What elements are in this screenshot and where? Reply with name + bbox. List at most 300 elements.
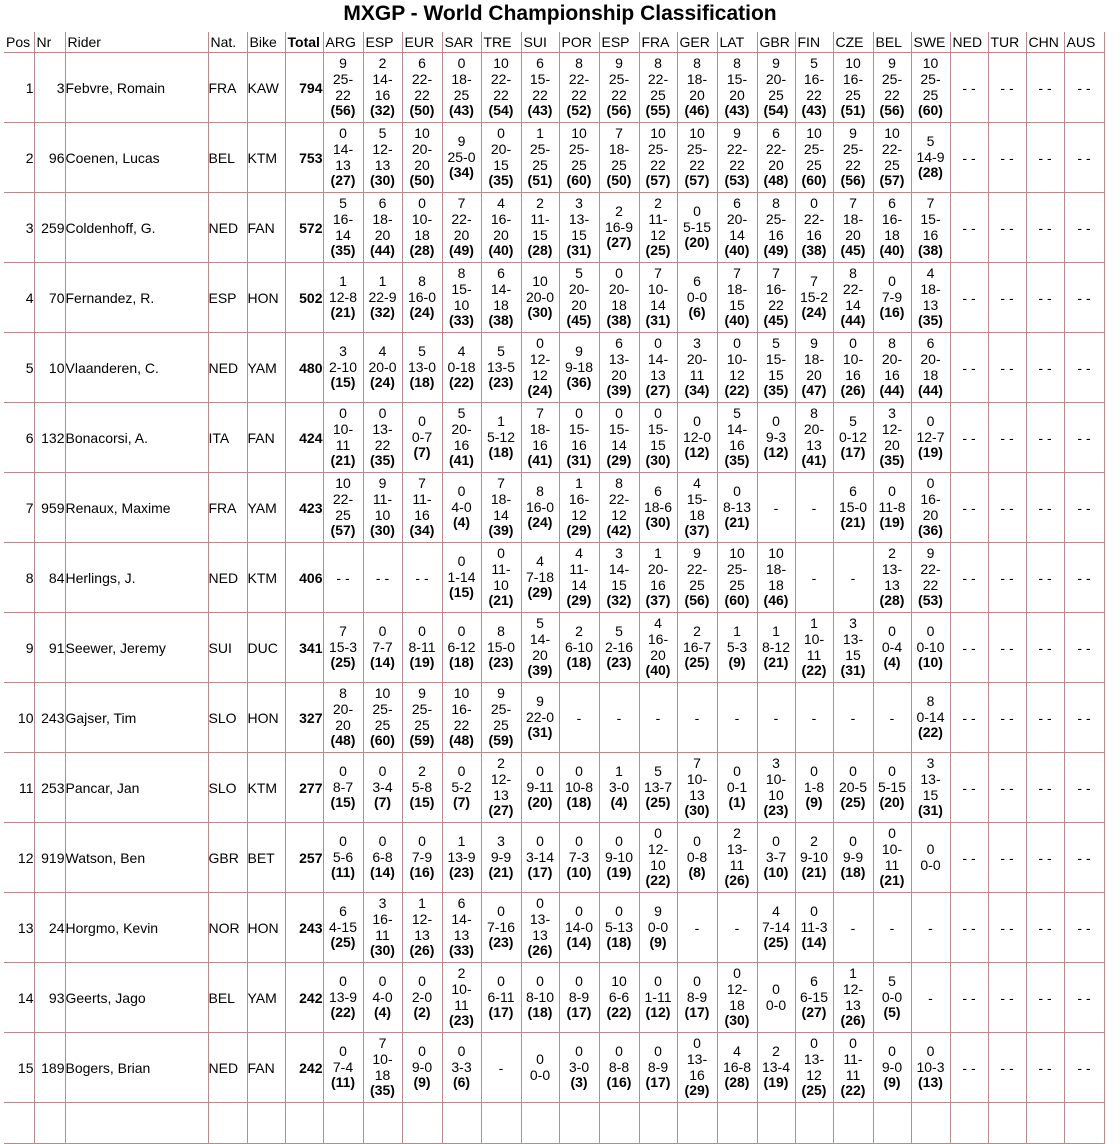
cell-race-result: 0 6-12 (18) xyxy=(442,613,481,683)
cell-race-result: 0 0-0 xyxy=(521,1033,559,1103)
cell-race-result xyxy=(988,1103,1026,1144)
cell-race-result: 3 20- 11 (34) xyxy=(677,333,717,403)
cell-race-result: 7 15-3 (25) xyxy=(323,613,363,683)
cell-race-result: 0 7-4 (11) xyxy=(323,1033,363,1103)
table-row xyxy=(4,403,1104,473)
cell-race-result: 0 14-0 (14) xyxy=(559,893,599,963)
cell-race-result: 0 5-6 (11) xyxy=(323,823,363,893)
cell-race-result: - xyxy=(599,683,639,753)
cell-total: 257 xyxy=(285,823,323,893)
cell-race-result: - - xyxy=(950,193,988,263)
cell-race-result xyxy=(559,1103,599,1144)
cell-race-result: - - xyxy=(950,53,988,123)
cell-total: 242 xyxy=(285,963,323,1033)
cell-race-result: - - xyxy=(323,543,363,613)
cell-race-result: - - xyxy=(988,543,1026,613)
cell-race-result: - xyxy=(833,893,873,963)
cell-race-result: 10 16- 22 (48) xyxy=(442,683,481,753)
cell-race-result: 6 15- 22 (43) xyxy=(521,53,559,123)
cell-total: 423 xyxy=(285,473,323,543)
cell-race-result: 2 13- 13 (28) xyxy=(873,543,911,613)
cell-race-result: 5 0-0 (5) xyxy=(873,963,911,1033)
cell-pos xyxy=(4,1103,34,1144)
cell-bike: KTM xyxy=(247,753,285,823)
cell-bike: HON xyxy=(247,893,285,963)
cell-nat: SLO xyxy=(208,753,247,823)
cell-race-result: 1 16- 12 (29) xyxy=(559,473,599,543)
header-nr: Nr xyxy=(34,32,65,53)
cell-race-result: 3 16- 11 (30) xyxy=(363,893,402,963)
cell-race-result: 7 10- 13 (30) xyxy=(677,753,717,823)
cell-race-result xyxy=(599,1103,639,1144)
cell-race-result: 10 20- 20 (50) xyxy=(402,123,442,193)
cell-pos: 10 xyxy=(4,683,34,753)
cell-race-result: 3 12- 20 (35) xyxy=(873,403,911,473)
cell-race-result: 3 10- 10 (23) xyxy=(757,753,795,823)
cell-race-result: 0 12- 12 (24) xyxy=(521,333,559,403)
cell-race-result: - - xyxy=(988,263,1026,333)
cell-nr: 259 xyxy=(34,193,65,263)
cell-race-result: 7 18- 14 (39) xyxy=(481,473,521,543)
cell-race-result: - - xyxy=(1026,613,1064,683)
cell-race-result: 4 0-18 (22) xyxy=(442,333,481,403)
cell-race-result xyxy=(639,1103,677,1144)
cell-race-result xyxy=(1064,1103,1104,1144)
header-total: Total xyxy=(285,32,323,53)
cell-race-result: 0 3-4 (7) xyxy=(363,753,402,823)
cell-race-result: 10 25- 25 (60) xyxy=(911,53,950,123)
cell-race-result: 9 0-0 (9) xyxy=(639,893,677,963)
cell-race-result: 0 0-10 (10) xyxy=(911,613,950,683)
header-race-bel: BEL xyxy=(873,32,911,53)
cell-race-result: - - xyxy=(1026,333,1064,403)
cell-race-result: 10 20-0 (30) xyxy=(521,263,559,333)
cell-pos: 11 xyxy=(4,753,34,823)
cell-pos: 7 xyxy=(4,473,34,543)
cell-bike: HON xyxy=(247,683,285,753)
header-nat: Nat. xyxy=(208,32,247,53)
cell-race-result: - - xyxy=(1026,963,1064,1033)
cell-race-result: 6 13- 20 (39) xyxy=(599,333,639,403)
cell-race-result: 1 5-3 (9) xyxy=(717,613,757,683)
cell-race-result: 0 0-8 (8) xyxy=(677,823,717,893)
cell-race-result xyxy=(363,1103,402,1144)
cell-race-result: 0 22- 16 (38) xyxy=(795,193,833,263)
cell-race-result: 10 22- 25 (57) xyxy=(323,473,363,543)
cell-race-result: 2 13-4 (19) xyxy=(757,1033,795,1103)
header-bike: Bike xyxy=(247,32,285,53)
cell-race-result: - xyxy=(795,473,833,543)
header-race-esp: ESP xyxy=(363,32,402,53)
cell-race-result: 0 1-11 (12) xyxy=(639,963,677,1033)
cell-race-result: 1 5-12 (18) xyxy=(481,403,521,473)
cell-race-result: 6 20- 18 (44) xyxy=(911,333,950,403)
cell-nr: 96 xyxy=(34,123,65,193)
cell-race-result: 0 6-11 (17) xyxy=(481,963,521,1033)
cell-race-result: - xyxy=(677,893,717,963)
cell-race-result: - - xyxy=(1026,1033,1064,1103)
cell-race-result: 0 0-0 xyxy=(911,823,950,893)
cell-nr: 3 xyxy=(34,53,65,123)
cell-race-result: 8 16-0 (24) xyxy=(521,473,559,543)
cell-pos: 13 xyxy=(4,893,34,963)
table-row xyxy=(4,613,1104,683)
header-race-por: POR xyxy=(559,32,599,53)
cell-race-result: 0 15- 16 (31) xyxy=(559,403,599,473)
cell-race-result: 0 4-0 (4) xyxy=(363,963,402,1033)
cell-race-result: 7 10- 14 (31) xyxy=(639,263,677,333)
cell-race-result: 10 25- 25 (60) xyxy=(795,123,833,193)
cell-bike: YAM xyxy=(247,473,285,543)
cell-race-result: 4 16- 20 (40) xyxy=(639,613,677,683)
cell-race-result: 8 15- 20 (43) xyxy=(717,53,757,123)
cell-race-result: 0 20- 15 (35) xyxy=(481,123,521,193)
cell-race-result: 5 20- 20 (45) xyxy=(559,263,599,333)
cell-race-result: - - xyxy=(1064,683,1104,753)
cell-race-result: 0 12- 10 (22) xyxy=(639,823,677,893)
cell-race-result: - - xyxy=(1026,263,1064,333)
cell-race-result: 4 7-18 (29) xyxy=(521,543,559,613)
cell-race-result: 9 25- 25 (59) xyxy=(481,683,521,753)
cell-race-result: - xyxy=(911,963,950,1033)
header-race-tur: TUR xyxy=(988,32,1026,53)
cell-race-result: - - xyxy=(1064,333,1104,403)
header-rider: Rider xyxy=(65,32,208,53)
cell-race-result: - - xyxy=(988,193,1026,263)
cell-race-result: 4 20-0 (24) xyxy=(363,333,402,403)
cell-race-result: - - xyxy=(1026,753,1064,823)
cell-race-result: 6 0-0 (6) xyxy=(677,263,717,333)
cell-pos: 1 xyxy=(4,53,34,123)
cell-race-result: - - xyxy=(1026,123,1064,193)
cell-race-result: 0 9-11 (20) xyxy=(521,753,559,823)
header-race-sar: SAR xyxy=(442,32,481,53)
cell-nr: 24 xyxy=(34,893,65,963)
cell-race-result: 2 14- 16 (32) xyxy=(363,53,402,123)
cell-pos: 8 xyxy=(4,543,34,613)
cell-race-result: 8 0-14 (22) xyxy=(911,683,950,753)
cell-race-result: 9 25- 22 (56) xyxy=(323,53,363,123)
cell-race-result: 4 16-8 (28) xyxy=(717,1033,757,1103)
cell-bike: YAM xyxy=(247,963,285,1033)
cell-total: 406 xyxy=(285,543,323,613)
cell-race-result: 5 0-12 (17) xyxy=(833,403,873,473)
cell-race-result: 0 3-3 (6) xyxy=(442,1033,481,1103)
cell-race-result: 0 0-0 xyxy=(757,963,795,1033)
cell-total: 502 xyxy=(285,263,323,333)
cell-race-result: - xyxy=(795,683,833,753)
cell-race-result: 0 9-0 (9) xyxy=(873,1033,911,1103)
cell-race-result: 0 5-13 (18) xyxy=(599,893,639,963)
cell-race-result: 5 2-16 (23) xyxy=(599,613,639,683)
table-row xyxy=(4,543,1104,613)
cell-race-result: 0 10- 11 (21) xyxy=(873,823,911,893)
table-row xyxy=(4,963,1104,1033)
cell-race-result: 0 3-7 (10) xyxy=(757,823,795,893)
header-race-sui: SUI xyxy=(521,32,559,53)
cell-race-result: 0 4-0 (4) xyxy=(442,473,481,543)
cell-race-result: 6 14- 18 (38) xyxy=(481,263,521,333)
cell-race-result: - - xyxy=(1064,753,1104,823)
cell-race-result: - - xyxy=(988,963,1026,1033)
cell-race-result: - - xyxy=(988,893,1026,963)
header-race-fin: FIN xyxy=(795,32,833,53)
cell-race-result: - xyxy=(717,683,757,753)
cell-nr: 93 xyxy=(34,963,65,1033)
cell-bike: FAN xyxy=(247,1033,285,1103)
cell-bike: KTM xyxy=(247,543,285,613)
cell-race-result: 0 13- 22 (35) xyxy=(363,403,402,473)
cell-race-result xyxy=(677,1103,717,1144)
cell-race-result: 6 16- 18 (40) xyxy=(873,193,911,263)
cell-race-result: 6 20- 14 (40) xyxy=(717,193,757,263)
cell-race-result: 1 25- 25 (51) xyxy=(521,123,559,193)
cell-race-result: 6 6-15 (27) xyxy=(795,963,833,1033)
cell-race-result: 2 9-10 (21) xyxy=(795,823,833,893)
cell-race-result: - - xyxy=(1026,543,1064,613)
cell-race-result: - - xyxy=(988,753,1026,823)
cell-race-result: 5 12- 13 (30) xyxy=(363,123,402,193)
cell-race-result: 1 8-12 (21) xyxy=(757,613,795,683)
cell-rider: Geerts, Jago xyxy=(65,963,208,1033)
cell-race-result: - - xyxy=(1064,823,1104,893)
cell-bike: FAN xyxy=(247,403,285,473)
table-row xyxy=(4,823,1104,893)
cell-race-result: 0 8-13 (21) xyxy=(717,473,757,543)
cell-race-result: - xyxy=(481,1033,521,1103)
cell-race-result: 0 20-5 (25) xyxy=(833,753,873,823)
table-row xyxy=(4,333,1104,403)
cell-race-result: 0 12-7 (19) xyxy=(911,403,950,473)
cell-race-result: 0 12-0 (12) xyxy=(677,403,717,473)
cell-bike: DUC xyxy=(247,613,285,683)
cell-race-result: 10 25- 25 (60) xyxy=(363,683,402,753)
cell-race-result: 8 20- 13 (41) xyxy=(795,403,833,473)
cell-race-result: - - xyxy=(950,753,988,823)
cell-race-result: 1 13-9 (23) xyxy=(442,823,481,893)
header-race-aus: AUS xyxy=(1064,32,1104,53)
cell-pos: 4 xyxy=(4,263,34,333)
cell-race-result: 6 22- 22 (50) xyxy=(402,53,442,123)
cell-race-result: 6 18- 20 (44) xyxy=(363,193,402,263)
cell-rider: Coenen, Lucas xyxy=(65,123,208,193)
cell-nr: 959 xyxy=(34,473,65,543)
cell-race-result: 0 10- 18 (28) xyxy=(402,193,442,263)
header-pos: Pos xyxy=(4,32,34,53)
cell-race-result: 2 10- 11 (23) xyxy=(442,963,481,1033)
cell-race-result: 0 10-3 (13) xyxy=(911,1033,950,1103)
cell-race-result: 3 2-10 (15) xyxy=(323,333,363,403)
cell-race-result xyxy=(442,1103,481,1144)
cell-race-result xyxy=(1026,1103,1064,1144)
cell-race-result: - - xyxy=(1064,613,1104,683)
cell-race-result: 0 9-10 (19) xyxy=(599,823,639,893)
cell-race-result: - xyxy=(639,683,677,753)
cell-race-result: 5 15- 15 (35) xyxy=(757,333,795,403)
cell-race-result: 7 15- 16 (38) xyxy=(911,193,950,263)
cell-race-result: - - xyxy=(950,333,988,403)
cell-race-result: 5 14- 20 (39) xyxy=(521,613,559,683)
cell-race-result: - - xyxy=(1064,893,1104,963)
cell-race-result: 10 6-6 (22) xyxy=(599,963,639,1033)
cell-race-result: 0 0-4 (4) xyxy=(873,613,911,683)
cell-race-result: 0 14- 13 (27) xyxy=(323,123,363,193)
cell-race-result: 9 25-0 (34) xyxy=(442,123,481,193)
page-title: MXGP - World Championship Classification xyxy=(343,2,777,25)
cell-total: 424 xyxy=(285,403,323,473)
cell-total: 572 xyxy=(285,193,323,263)
cell-race-result xyxy=(757,1103,795,1144)
cell-race-result: - - xyxy=(950,473,988,543)
cell-race-result: 9 25- 22 (56) xyxy=(873,53,911,123)
cell-rider: Bonacorsi, A. xyxy=(65,403,208,473)
cell-race-result: 2 13- 11 (26) xyxy=(717,823,757,893)
cell-race-result: - - xyxy=(988,823,1026,893)
cell-race-result: 7 16- 22 (45) xyxy=(757,263,795,333)
cell-race-result: 5 16- 22 (43) xyxy=(795,53,833,123)
cell-nr: 10 xyxy=(34,333,65,403)
cell-race-result: 10 25- 25 (60) xyxy=(559,123,599,193)
cell-race-result: 0 5-2 (7) xyxy=(442,753,481,823)
cell-total: 327 xyxy=(285,683,323,753)
cell-race-result: 5 13-5 (23) xyxy=(481,333,521,403)
cell-race-result: 0 10- 11 (21) xyxy=(323,403,363,473)
cell-nr: 253 xyxy=(34,753,65,823)
cell-total: 277 xyxy=(285,753,323,823)
cell-nat: NED xyxy=(208,543,247,613)
cell-race-result: 3 13- 15 (31) xyxy=(833,613,873,683)
cell-rider: Febvre, Romain xyxy=(65,53,208,123)
cell-race-result: - - xyxy=(1026,53,1064,123)
cell-race-result: 0 5-15 (20) xyxy=(677,193,717,263)
cell-race-result: 1 22-9 (32) xyxy=(363,263,402,333)
header-race-ger: GER xyxy=(677,32,717,53)
cell-race-result: 1 12- 13 (26) xyxy=(402,893,442,963)
cell-nr: 91 xyxy=(34,613,65,683)
cell-race-result: - xyxy=(757,473,795,543)
cell-race-result: 0 10-8 (18) xyxy=(559,753,599,823)
cell-bike: YAM xyxy=(247,333,285,403)
cell-race-result: - - xyxy=(988,123,1026,193)
cell-race-result: - - xyxy=(1064,193,1104,263)
cell-race-result: 4 7-14 (25) xyxy=(757,893,795,963)
cell-race-result: 2 16-9 (27) xyxy=(599,193,639,263)
cell-race-result: 0 9-0 (9) xyxy=(402,1033,442,1103)
cell-race-result xyxy=(950,1103,988,1144)
cell-race-result: 4 15- 18 (37) xyxy=(677,473,717,543)
cell-race-result: 7 10- 18 (35) xyxy=(363,1033,402,1103)
cell-race-result: 1 12-8 (21) xyxy=(323,263,363,333)
cell-race-result: 6 4-15 (25) xyxy=(323,893,363,963)
cell-race-result: 2 11- 15 (28) xyxy=(521,193,559,263)
cell-race-result: 5 16- 14 (35) xyxy=(323,193,363,263)
cell-nat: BEL xyxy=(208,963,247,1033)
cell-race-result: 6 15-0 (21) xyxy=(833,473,873,543)
cell-rider: Coldenhoff, G. xyxy=(65,193,208,263)
cell-race-result: 1 12- 13 (26) xyxy=(833,963,873,1033)
cell-race-result: - - xyxy=(1026,473,1064,543)
header-race-cze: CZE xyxy=(833,32,873,53)
cell-race-result: 8 18- 20 (46) xyxy=(677,53,717,123)
cell-race-result: 0 10- 16 (26) xyxy=(833,333,873,403)
cell-race-result: 0 7-16 (23) xyxy=(481,893,521,963)
cell-race-result: - - xyxy=(1064,543,1104,613)
cell-race-result: 10 22- 22 (54) xyxy=(481,53,521,123)
cell-race-result: 0 1-14 (15) xyxy=(442,543,481,613)
cell-race-result: - - xyxy=(1064,123,1104,193)
cell-race-result: 5 20- 16 (41) xyxy=(442,403,481,473)
cell-race-result: 0 7-7 (14) xyxy=(363,613,402,683)
classification-body xyxy=(4,53,1104,1144)
cell-nr: 70 xyxy=(34,263,65,333)
header-row xyxy=(4,32,1104,53)
cell-race-result: - - xyxy=(950,683,988,753)
cell-total: 753 xyxy=(285,123,323,193)
cell-race-result: 0 8-10 (18) xyxy=(521,963,559,1033)
cell-race-result: 4 16- 20 (40) xyxy=(481,193,521,263)
classification-table xyxy=(4,32,1105,1144)
cell-race-result xyxy=(873,1103,911,1144)
cell-race-result: 1 20- 16 (37) xyxy=(639,543,677,613)
cell-race-result: - - xyxy=(1064,403,1104,473)
table-row xyxy=(4,753,1104,823)
header-race-arg: ARG xyxy=(323,32,363,53)
cell-race-result: 0 7-9 (16) xyxy=(402,823,442,893)
cell-race-result: 0 11-8 (19) xyxy=(873,473,911,543)
header-race-tre: TRE xyxy=(481,32,521,53)
cell-pos: 15 xyxy=(4,1033,34,1103)
cell-race-result: - - xyxy=(1064,1033,1104,1103)
cell-race-result: 7 18- 15 (40) xyxy=(717,263,757,333)
cell-pos: 12 xyxy=(4,823,34,893)
cell-race-result: 3 14- 15 (32) xyxy=(599,543,639,613)
cell-race-result: - - xyxy=(1026,683,1064,753)
cell-race-result: 9 22-0 (31) xyxy=(521,683,559,753)
cell-pos: 14 xyxy=(4,963,34,1033)
cell-race-result: - - xyxy=(1026,893,1064,963)
cell-bike xyxy=(247,1103,285,1144)
table-row xyxy=(4,193,1104,263)
table-row xyxy=(4,683,1104,753)
cell-nr: 243 xyxy=(34,683,65,753)
cell-race-result: - - xyxy=(950,403,988,473)
cell-bike: HON xyxy=(247,263,285,333)
cell-race-result: - - xyxy=(988,683,1026,753)
cell-total: 243 xyxy=(285,893,323,963)
cell-race-result: 9 22- 22 (53) xyxy=(717,123,757,193)
cell-race-result: 0 8-9 (17) xyxy=(677,963,717,1033)
cell-race-result: - - xyxy=(950,123,988,193)
cell-race-result: 1 3-0 (4) xyxy=(599,753,639,823)
cell-nat: SUI xyxy=(208,613,247,683)
cell-race-result: - - xyxy=(950,893,988,963)
cell-race-result: 6 22- 20 (48) xyxy=(757,123,795,193)
cell-race-result: 7 18- 16 (41) xyxy=(521,403,559,473)
cell-race-result: 0 0-1 (1) xyxy=(717,753,757,823)
cell-race-result: 10 18- 18 (46) xyxy=(757,543,795,613)
cell-race-result: - - xyxy=(988,613,1026,683)
cell-race-result: 8 22- 25 (55) xyxy=(639,53,677,123)
cell-race-result: 0 13- 16 (29) xyxy=(677,1033,717,1103)
header-race-chn: CHN xyxy=(1026,32,1064,53)
table-row xyxy=(4,893,1104,963)
cell-race-result: 0 8-9 (17) xyxy=(639,1033,677,1103)
cell-race-result: 0 8-8 (16) xyxy=(599,1033,639,1103)
cell-bike: BET xyxy=(247,823,285,893)
cell-race-result: 8 22- 14 (44) xyxy=(833,263,873,333)
cell-rider: Vlaanderen, C. xyxy=(65,333,208,403)
cell-race-result: 8 20- 16 (44) xyxy=(873,333,911,403)
